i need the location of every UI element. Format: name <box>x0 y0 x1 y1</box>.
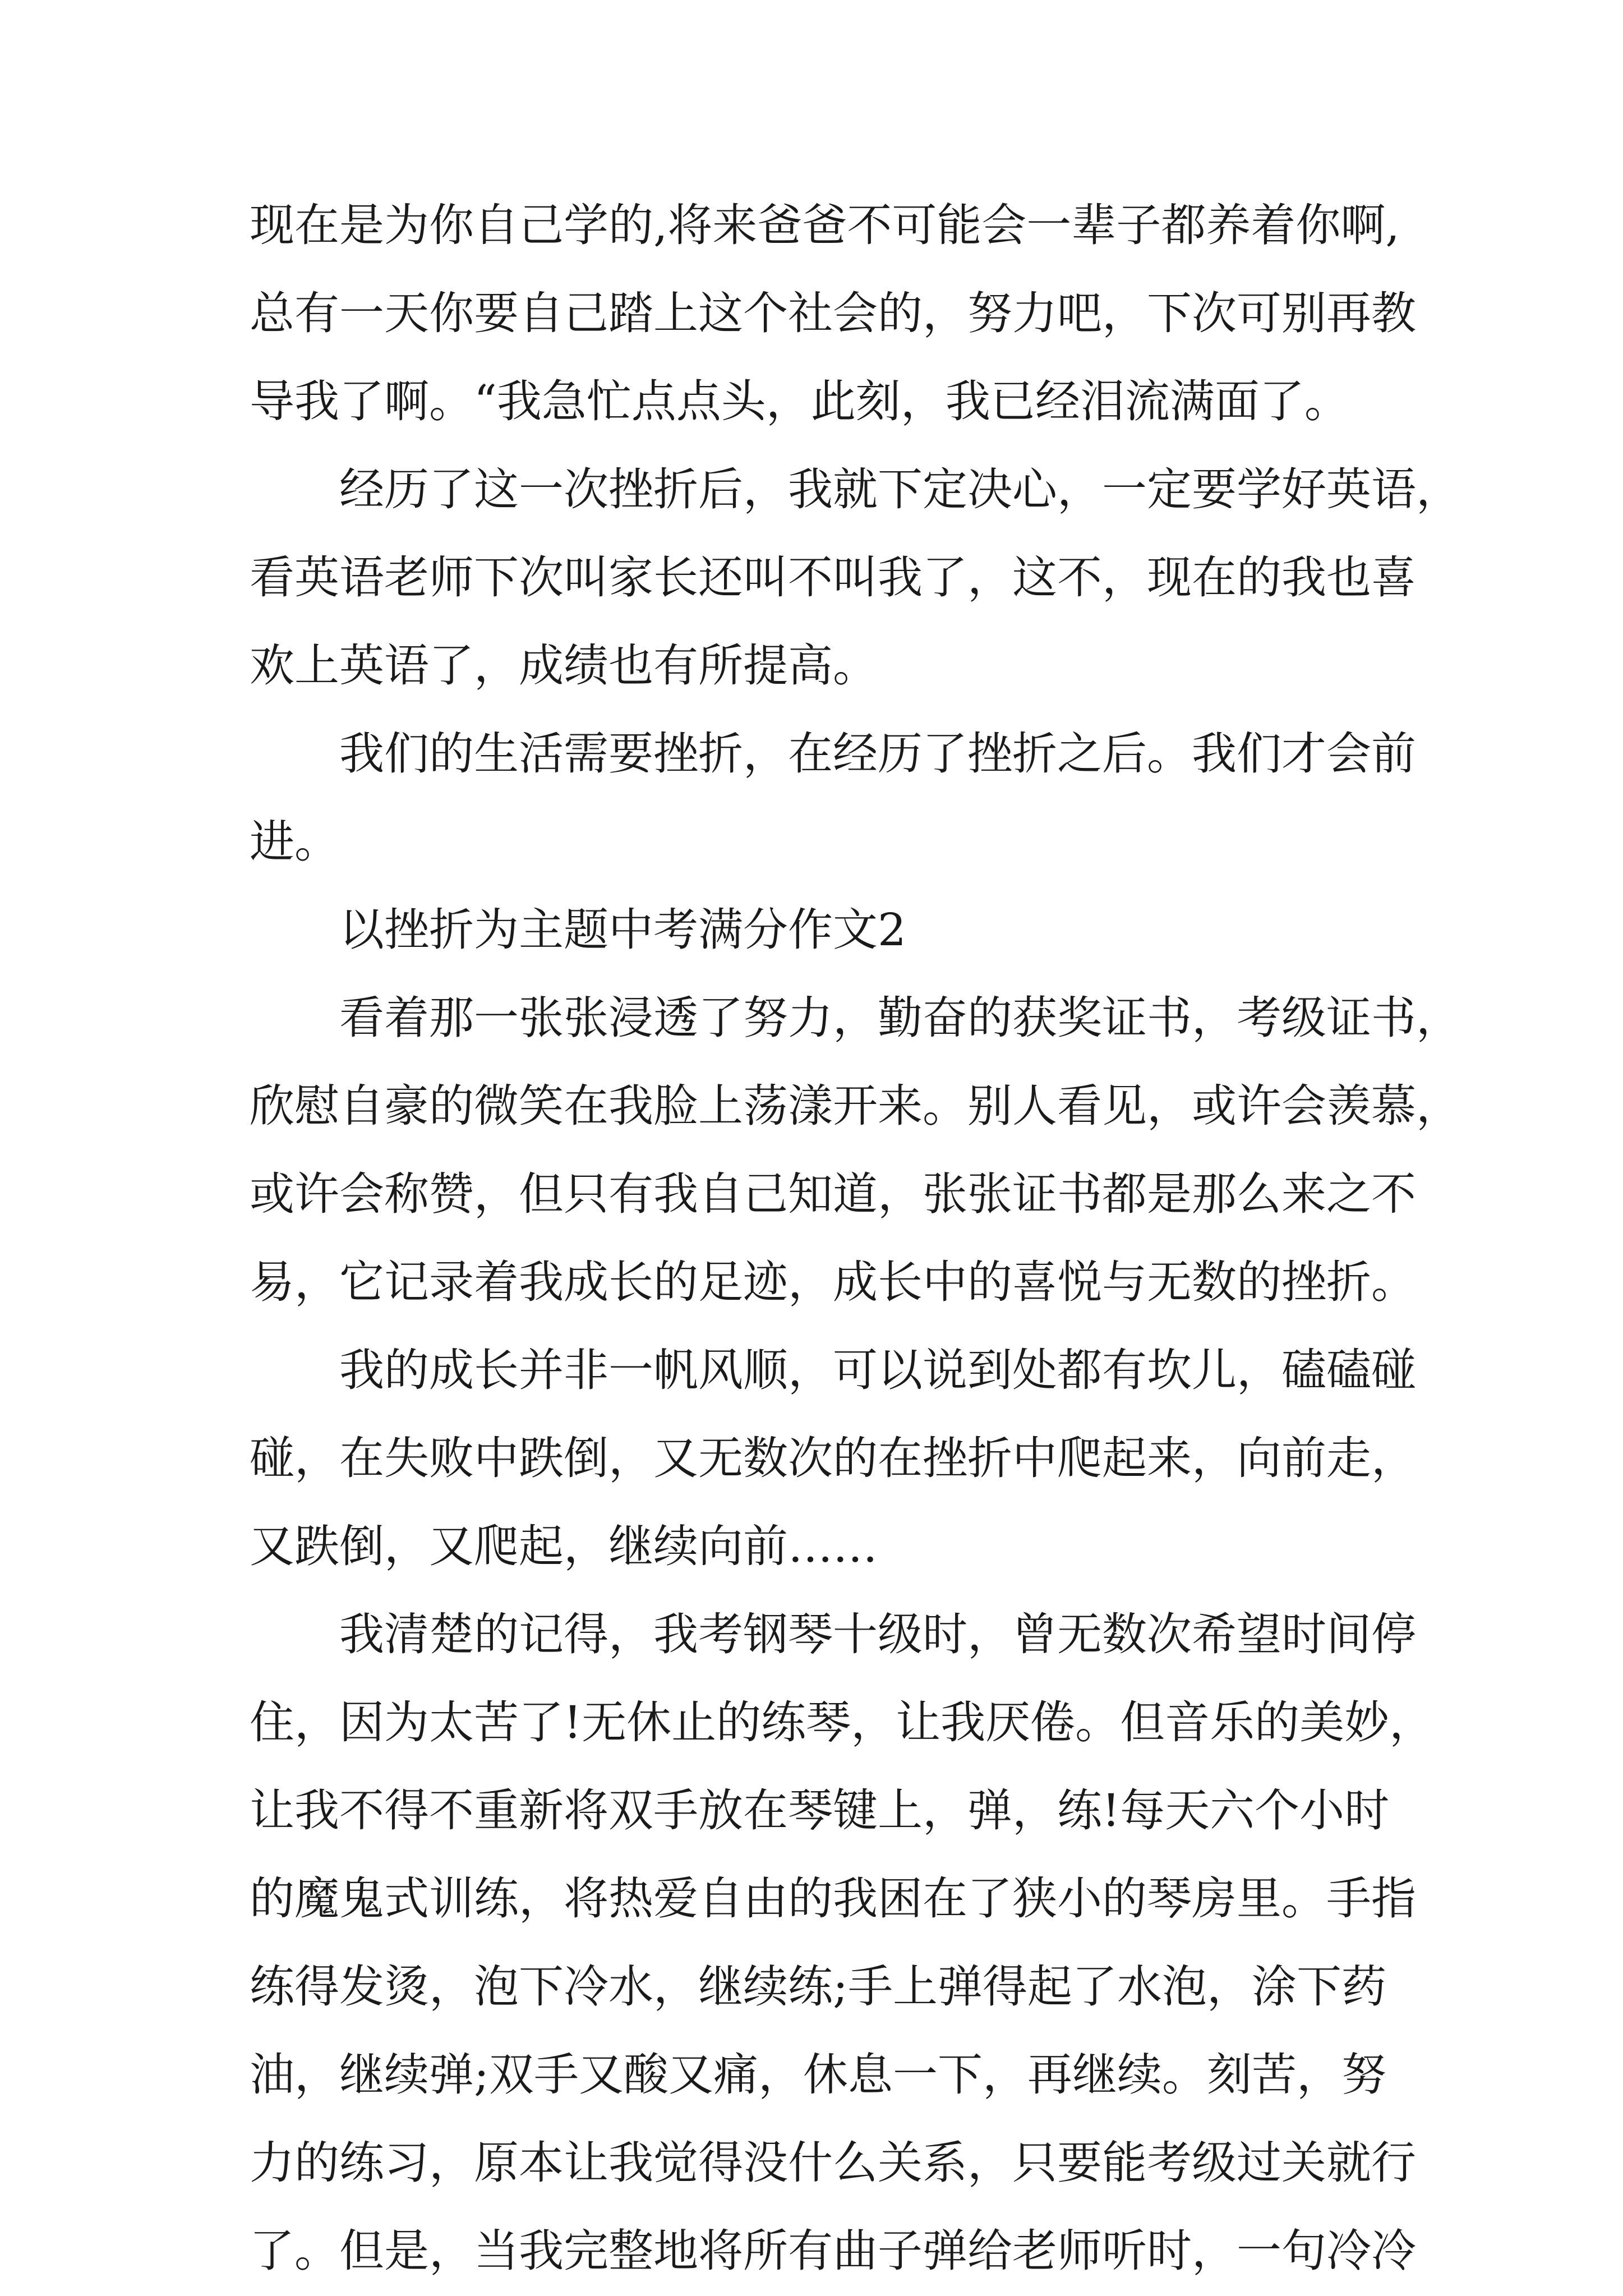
text-line: 我的成长并非一帆风顺，可以说到处都有坎儿，磕磕碰 <box>339 1344 1416 1396</box>
text-line: 现在是为你自己学的,将来爸爸不可能会一辈子都养着你啊, <box>250 199 1400 251</box>
text-line: 我清楚的记得，我考钢琴十级时，曾无数次希望时间停 <box>339 1608 1416 1660</box>
text-line: 看英语老师下次叫家长还叫不叫我了，这不，现在的我也喜 <box>250 551 1416 604</box>
text-line: 又跌倒，又爬起，继续向前…… <box>250 1520 878 1572</box>
text-line: 导我了啊。“我急忙点点头，此刻，我已经泪流满面了。 <box>250 375 1349 427</box>
text-line: 的魔鬼式训练，将热爱自由的我困在了狭小的琴房里。手指 <box>250 1872 1416 1925</box>
text-line: 欢上英语了，成绩也有所提高。 <box>250 639 878 692</box>
text-line: 易，它记录着我成长的足迹，成长中的喜悦与无数的挫折。 <box>250 1256 1416 1308</box>
text-line: 经历了这一次挫折后，我就下定决心，一定要学好英语， <box>339 463 1461 516</box>
section-heading: 以挫折为主题中考满分作文2 <box>339 904 906 956</box>
text-line: 住，因为太苦了!无休止的练琴，让我厌倦。但音乐的美妙， <box>250 1696 1435 1749</box>
text-line: 了。但是，当我完整地将所有曲子弹给老师听时，一句冷冷 <box>250 2225 1416 2277</box>
text-line: 碰，在失败中跌倒，又无数次的在挫折中爬起来，向前走， <box>250 1432 1416 1484</box>
text-line: 或许会称赞，但只有我自己知道，张张证书都是那么来之不 <box>250 1168 1416 1220</box>
text-line: 总有一天你要自己踏上这个社会的，努力吧，下次可别再教 <box>250 287 1416 339</box>
text-line: 油，继续弹;双手又酸又痛，休息一下，再继续。刻苦，努 <box>250 2049 1386 2101</box>
text-line: 进。 <box>250 816 339 868</box>
text-line: 看着那一张张浸透了努力，勤奋的获奖证书，考级证书， <box>339 992 1461 1044</box>
text-line: 让我不得不重新将双手放在琴键上，弹，练!每天六个小时 <box>250 1784 1390 1837</box>
text-line: 练得发烫，泡下冷水，继续练;手上弹得起了水泡，涂下药 <box>250 1961 1386 2013</box>
text-line: 我们的生活需要挫折，在经历了挫折之后。我们才会前 <box>339 728 1416 780</box>
text-line: 力的练习，原本让我觉得没什么关系，只要能考级过关就行 <box>250 2137 1416 2189</box>
text-line: 欣慰自豪的微笑在我脸上荡漾开来。别人看见，或许会羡慕， <box>250 1080 1461 1132</box>
